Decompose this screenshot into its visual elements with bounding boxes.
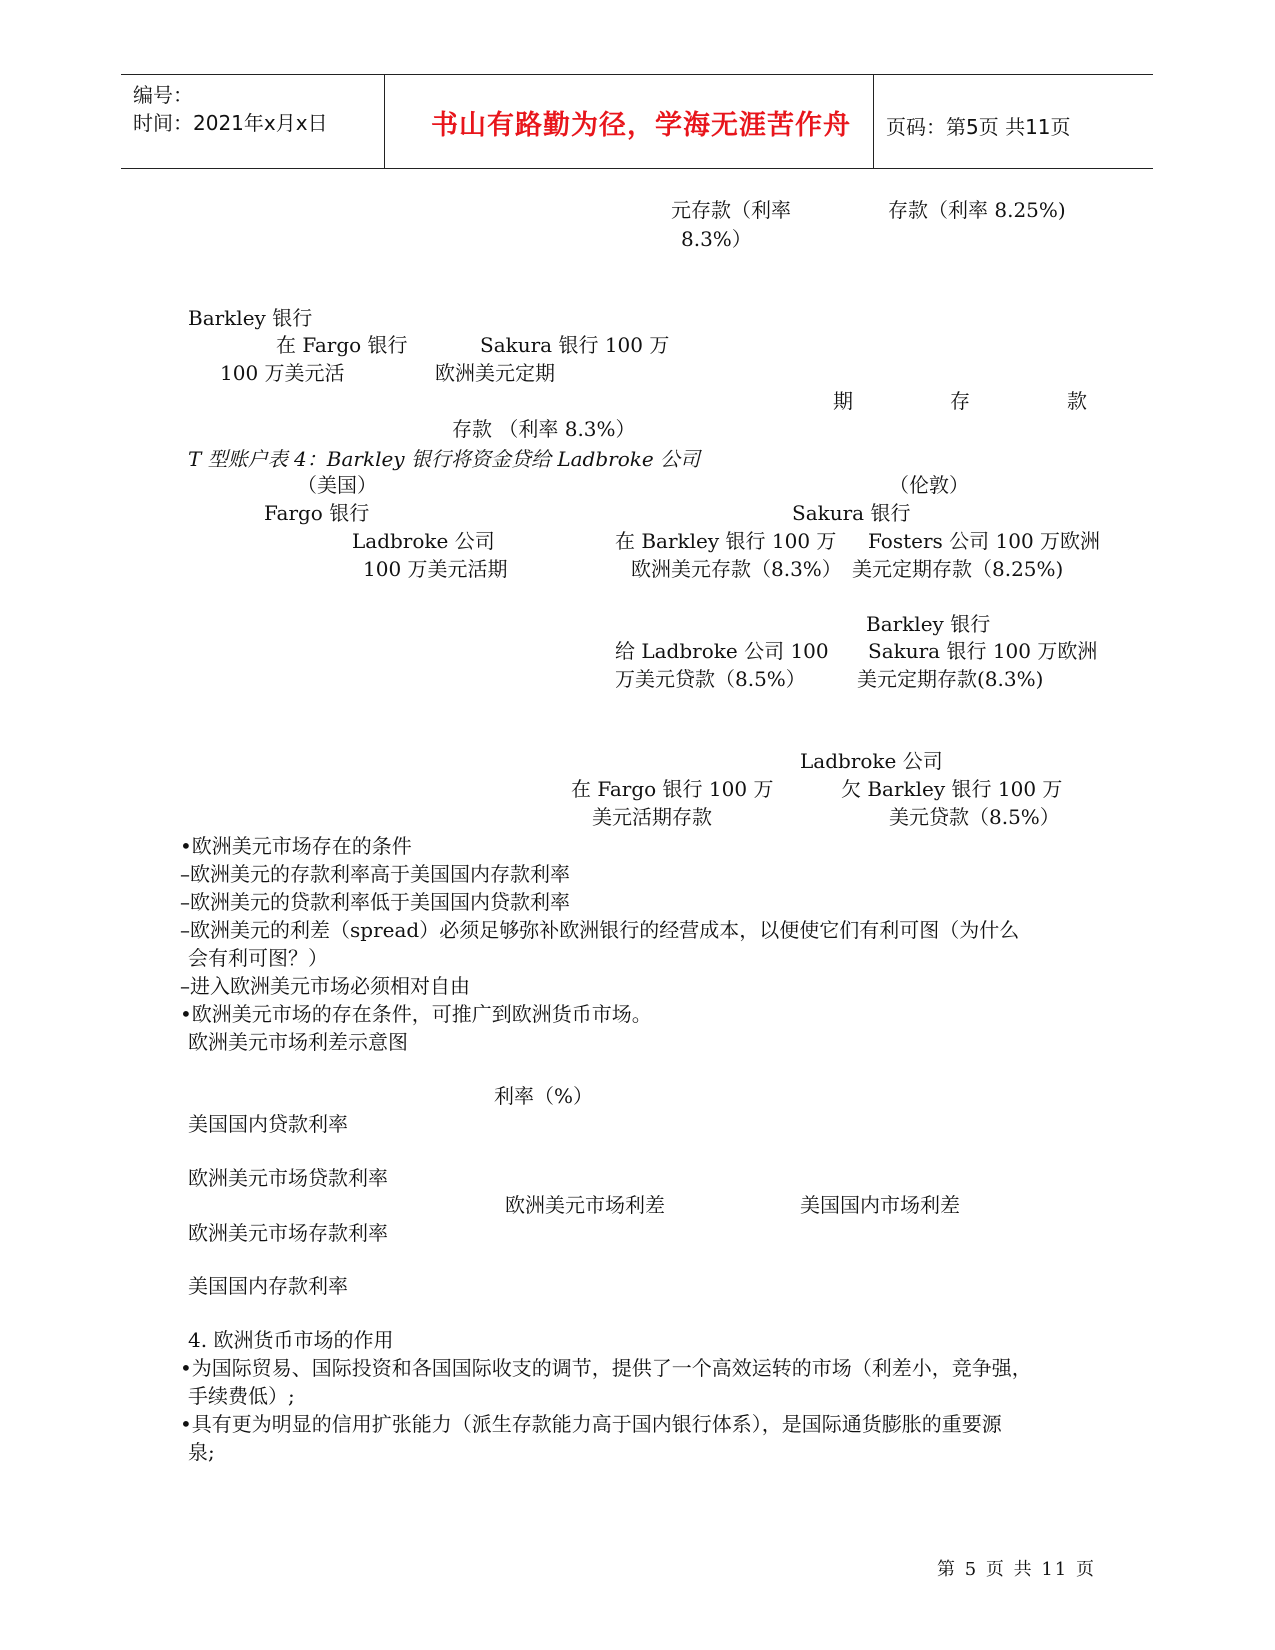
fargo-line2: 100 万美元活 — [220, 361, 345, 385]
ladbroke-co-label: Ladbroke 公司 — [352, 529, 495, 553]
fargo-bank-label: Fargo 银行 — [264, 501, 370, 525]
us-label: （美国） — [297, 473, 377, 497]
euro-deposit-a2: 8.3%） — [681, 227, 752, 251]
ladbroke-demand: 100 万美元活期 — [363, 557, 508, 581]
page-footer: 第 5 页 共 11 页 — [937, 1559, 1096, 1580]
header-divider — [873, 75, 874, 168]
euro-deposit-a: 元存款（利率 — [671, 198, 791, 222]
figure-title: 欧洲美元市场利差示意图 — [188, 1030, 408, 1054]
sakura-asset-1: 在 Barkley 银行 100 万 — [615, 529, 837, 553]
term-char: 存 — [950, 389, 970, 413]
euro-loan-rate: 欧洲美元市场贷款利率 — [188, 1166, 388, 1190]
dash-condition-4: –进入欧洲美元市场必须相对自由 — [180, 974, 470, 998]
sakura-liab-1: Fosters 公司 100 万欧洲 — [868, 529, 1101, 553]
us-spread-label: 美国国内市场利差 — [800, 1193, 960, 1217]
ladbroke-liab-2: 美元贷款（8.5%） — [889, 805, 1060, 829]
dash-condition-2: –欧洲美元的贷款利率低于美国国内贷款利率 — [180, 890, 570, 914]
us-loan-rate: 美国国内贷款利率 — [188, 1112, 348, 1136]
bullet-extend: •欧洲美元市场的存在条件，可推广到欧洲货币市场。 — [180, 1002, 652, 1026]
section4-p1a: •为国际贸易、国际投资和各国国际收支的调节，提供了一个高效运转的市场（利差小，竞争强， — [180, 1356, 1032, 1380]
ladbroke-asset-2: 美元活期存款 — [592, 805, 712, 829]
ladbroke-asset-1: 在 Fargo 银行 100 万 — [571, 777, 774, 801]
us-deposit-rate: 美国国内存款利率 — [188, 1274, 348, 1298]
section4-p2a: •具有更为明显的信用扩张能力（派生存款能力高于国内银行体系），是国际通货膨胀的重要源 — [180, 1412, 1002, 1436]
sakura-line2: 欧洲美元定期 — [435, 361, 555, 385]
header-divider — [384, 75, 385, 168]
barkley-liab-1: Sakura 银行 100 万欧洲 — [868, 639, 1098, 663]
barkley-bank-label-2: Barkley 银行 — [866, 612, 991, 636]
motto: 书山有路勤为径，学海无涯苦作舟 — [431, 110, 851, 141]
barkley-bank-label: Barkley 银行 — [188, 306, 313, 330]
bullet-conditions: •欧洲美元市场存在的条件 — [180, 834, 412, 858]
barkley-asset-1: 给 Ladbroke 公司 100 — [615, 639, 829, 663]
term-char: 期 — [833, 389, 853, 413]
dash-condition-3b: 会有利可图？） — [188, 946, 328, 970]
ladbroke-liab-1: 欠 Barkley 银行 100 万 — [841, 777, 1063, 801]
section4-p2b: 泉; — [188, 1440, 215, 1464]
sakura-line1: Sakura 银行 100 万 — [480, 333, 670, 357]
fargo-line1: 在 Fargo 银行 — [276, 333, 408, 357]
page-header — [121, 74, 1153, 169]
time-label: 时间：2021年x月x日 — [133, 111, 328, 135]
table4-title: T 型账户表 4：Barkley 银行将资金贷给 Ladbroke 公司 — [188, 447, 701, 471]
sakura-bank-label: Sakura 银行 — [792, 501, 911, 525]
dash-condition-1: –欧洲美元的存款利率高于美国国内存款利率 — [180, 862, 570, 886]
deposit-rate-c: 存款 （利率 8.3%） — [452, 417, 636, 441]
sakura-liab-2: 美元定期存款（8.25%) — [852, 557, 1064, 581]
barkley-asset-2: 万美元贷款（8.5%） — [615, 667, 806, 691]
euro-deposit-rate: 欧洲美元市场存款利率 — [188, 1221, 388, 1245]
sakura-asset-2: 欧洲美元存款（8.3%） — [631, 557, 842, 581]
euro-spread-label: 欧洲美元市场利差 — [505, 1193, 665, 1217]
figure-y-label: 利率（%） — [494, 1084, 594, 1108]
ladbroke-title: Ladbroke 公司 — [800, 749, 943, 773]
section4-heading: 4. 欧洲货币市场的作用 — [188, 1328, 394, 1352]
barkley-liab-2: 美元定期存款(8.3%) — [857, 667, 1044, 691]
number-label: 编号： — [133, 83, 193, 107]
term-char: 款 — [1067, 389, 1087, 413]
deposit-rate-b: 存款（利率 8.25%) — [888, 198, 1066, 222]
dash-condition-3a: –欧洲美元的利差（spread）必须足够弥补欧洲银行的经营成本，以便使它们有利可图（为什么 — [180, 918, 1020, 942]
section4-p1b: 手续费低）; — [188, 1384, 295, 1408]
page-label: 页码：第5页 共11页 — [886, 115, 1071, 139]
london-label: （伦敦） — [889, 473, 969, 497]
